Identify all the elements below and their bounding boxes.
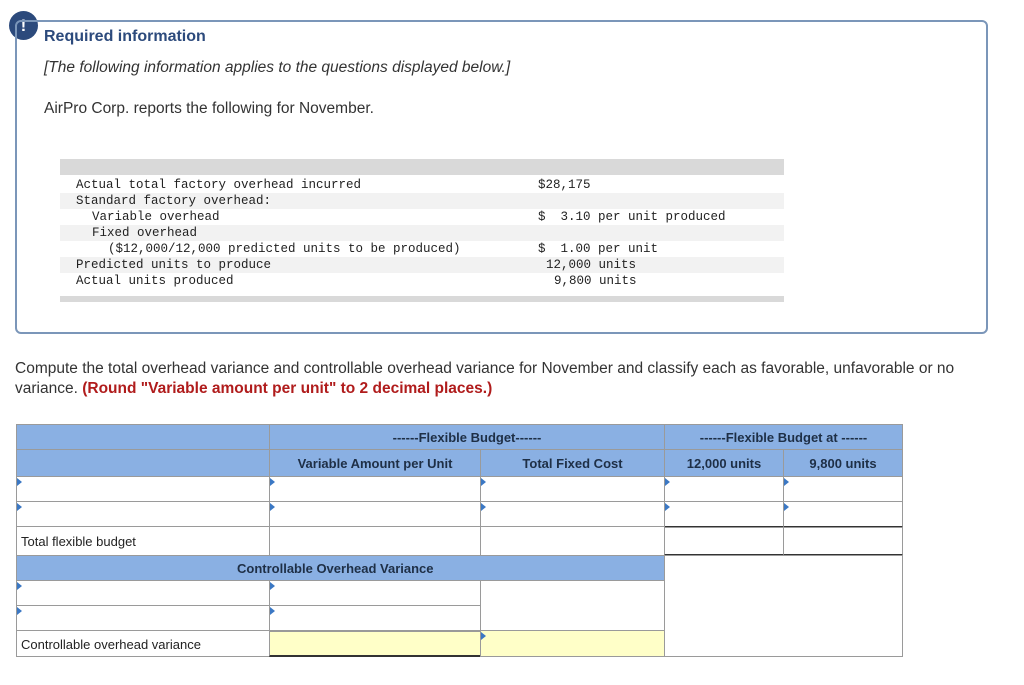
ctrl-blank-cell [480, 580, 665, 631]
controllable-variance-classification-input[interactable] [483, 633, 666, 654]
total-12000-cell[interactable] [664, 527, 784, 556]
row1-9800-input[interactable] [786, 479, 904, 499]
controllable-header-label: Controllable Overhead Variance [237, 561, 434, 576]
ctrl-row2-amount-cell[interactable] [269, 605, 481, 631]
row1-variable-input[interactable] [272, 479, 482, 499]
empty-right-block [664, 555, 903, 657]
row1-9800-cell[interactable] [783, 476, 903, 502]
variable-amount-header: Variable Amount per Unit [269, 449, 481, 477]
row1-variable-cell[interactable] [269, 476, 481, 502]
controllable-variance-amount-input[interactable] [272, 634, 482, 653]
row2-fixed-cell[interactable] [480, 501, 665, 527]
ctrl-row1-amount-input[interactable] [272, 583, 482, 603]
total-fixed-cost-header: Total Fixed Cost [480, 449, 665, 477]
given-data-table [60, 159, 784, 302]
header-blank [16, 449, 270, 477]
total-flexible-budget-label: Total flexible budget [16, 526, 270, 556]
row1-fixed-cell[interactable] [480, 476, 665, 502]
row2-variable-input[interactable] [272, 504, 482, 524]
ctrl-row2-label-cell[interactable] [16, 605, 270, 631]
row2-12000-cell[interactable] [664, 501, 784, 528]
data-value: 9,800 units [554, 274, 637, 288]
controllable-variance-label: Controllable overhead variance [16, 630, 270, 657]
units-12000-header: 12,000 units [664, 449, 784, 477]
data-value: $28,175 [538, 178, 591, 192]
data-value: $ 3.10 per unit produced [538, 210, 726, 224]
question-text [15, 359, 975, 399]
total-9800-cell[interactable] [783, 527, 903, 556]
question-body: Compute the total overhead variance and controllable overhead variance for November and classify each as favorable, unfavorable or no variance. [15, 360, 955, 397]
row2-12000-input[interactable] [667, 504, 785, 524]
data-row [60, 177, 784, 193]
data-row [60, 193, 784, 209]
flexible-budget-at-header: ------Flexible Budget at ------ [664, 424, 903, 450]
data-label: Standard factory overhead: [76, 194, 272, 208]
row1-fixed-input[interactable] [483, 479, 666, 499]
ctrl-row1-label-input[interactable] [19, 583, 271, 603]
total-variable-cell [269, 526, 481, 556]
data-label: Actual total factory overhead incurred [76, 178, 362, 192]
info-intro: AirPro Corp. reports the following for November. [44, 100, 374, 117]
data-value: 12,000 units [546, 258, 637, 272]
data-label: Fixed overhead [92, 226, 198, 240]
data-row [60, 209, 784, 225]
row2-9800-input[interactable] [786, 504, 904, 524]
info-title: Required information [44, 28, 206, 45]
controllable-variance-classification-cell[interactable] [480, 630, 665, 657]
data-label: Predicted units to produce [76, 258, 272, 272]
header-blank [16, 424, 270, 450]
data-row [60, 225, 784, 241]
data-value: $ 1.00 per unit [538, 242, 659, 256]
row2-fixed-input[interactable] [483, 504, 666, 524]
total-fixed-cell [480, 526, 665, 556]
row2-9800-cell[interactable] [783, 501, 903, 528]
units-9800-header: 9,800 units [783, 449, 903, 477]
ctrl-row1-label-cell[interactable] [16, 580, 270, 606]
total-12000-input[interactable] [667, 530, 785, 552]
row1-12000-cell[interactable] [664, 476, 784, 502]
row1-12000-input[interactable] [667, 479, 785, 499]
ctrl-row2-label-input[interactable] [19, 608, 271, 628]
data-label: Actual units produced [76, 274, 234, 288]
controllable-variance-amount-cell[interactable] [269, 631, 481, 657]
info-note: [The following information applies to the questions displayed below.] [44, 59, 511, 76]
data-row [60, 273, 784, 289]
total-9800-input[interactable] [786, 530, 904, 552]
row1-label-input-cell[interactable] [16, 476, 270, 502]
flexible-budget-header: ------Flexible Budget------ [269, 424, 665, 450]
data-row [60, 241, 784, 257]
row2-label-input-cell[interactable] [16, 501, 270, 527]
row1-label-input[interactable] [19, 479, 271, 499]
data-label: Variable overhead [92, 210, 220, 224]
ctrl-row2-amount-input[interactable] [272, 608, 482, 628]
data-row [60, 257, 784, 273]
alert-icon: ! [9, 11, 38, 40]
rounding-instruction: (Round "Variable amount per unit" to 2 decimal places.) [82, 380, 493, 397]
row2-label-input[interactable] [19, 504, 271, 524]
row2-variable-cell[interactable] [269, 501, 481, 527]
data-label: ($12,000/12,000 predicted units to be produced) [108, 242, 461, 256]
controllable-overhead-header [16, 555, 665, 581]
ctrl-row1-amount-cell[interactable] [269, 580, 481, 606]
